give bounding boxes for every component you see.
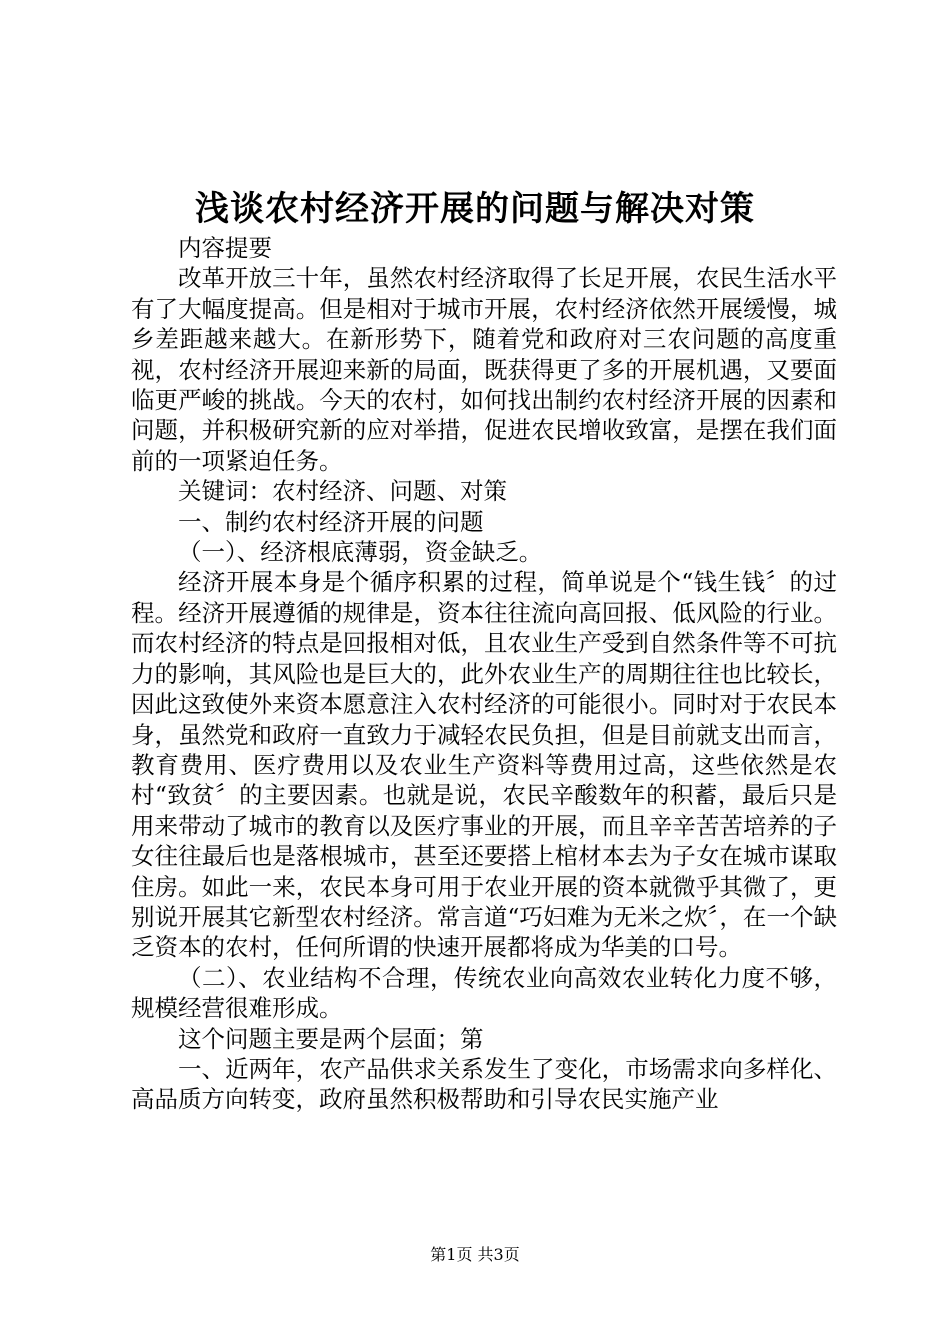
abstract-paragraph: 改革开放三十年，虽然农村经济取得了长足开展，农民生活水平有了大幅度提高。但是相对于城市开展，农村经济依然开展缓慢，城乡差距越来越大。在新形势下，随着党和政府对三农问题的高度重视，农村经济开展迎来新的局面，既获得更了多的开展机遇，又要面临更严峻的挑战。今天的农村，如何找出制约农村经济开展的因素和问题，并积极研究新的应对举措，促进农民增收致富，是摆在我们面前的一项紧迫任务。	[131, 264, 837, 475]
document-body	[131, 233, 837, 1115]
document-title: 浅谈农村经济开展的问题与解决对策	[195, 189, 755, 229]
body-paragraph: 经济开展本身是个循序积累的过程，简单说是个“钱生钱〞的过程。经济开展遵循的规律是，资本往往流向高回报、低风险的行业。而农村经济的特点是回报相对低，且农业生产受到自然条件等不可抗力的影响，其风险也是巨大的，此外农业生产的周期往往也比较长，因此这致使外来资本愿意注入农村经济的可能很小。同时对于农民本身，虽然党和政府一直致力于减轻农民负担，但是目前就支出而言，教育费用、医疗费用以及农业生产资料等费用过高，这些依然是农村“致贫〞的主要因素。也就是说，农民辛酸数年的积蓄，最后只是用来带动了城市的教育以及医疗事业的开展，而且辛辛苦苦培养的子女往往最后也是落根城市，甚至还要搭上棺材本去为子女在城市谋取住房。如此一来，农民本身可用于农业开展的资本就微乎其微了，更别说开展其它新型农村经济。常言道“巧妇难为无米之炊〞，在一个缺乏资本的农村，任何所谓的快速开展都将成为华美的口号。	[131, 568, 837, 962]
section-heading-abstract: 内容提要	[178, 234, 272, 262]
keywords-line: 关键词：农村经济、问题、对策	[178, 477, 507, 506]
body-paragraph: 这个问题主要是两个层面；第	[178, 1024, 484, 1053]
subsection-heading-1-1: （一）、经济根底薄弱，资金缺乏。	[178, 538, 543, 567]
section-heading-1: 一、制约农村经济开展的问题	[178, 507, 484, 536]
page-number: 第1页	[430, 1245, 473, 1264]
subsection-heading-1-2: （二）、农业结构不合理，传统农业向高效农业转化力度不够，规模经营很难形成。	[131, 963, 837, 1023]
body-paragraph: 一、近两年，农产品供求关系发生了变化，市场需求向多样化、高品质方向转变，政府虽然积极帮助和引导农民实施产业	[131, 1054, 837, 1114]
page-total: 共3页	[477, 1245, 520, 1264]
page-footer	[0, 1243, 950, 1267]
